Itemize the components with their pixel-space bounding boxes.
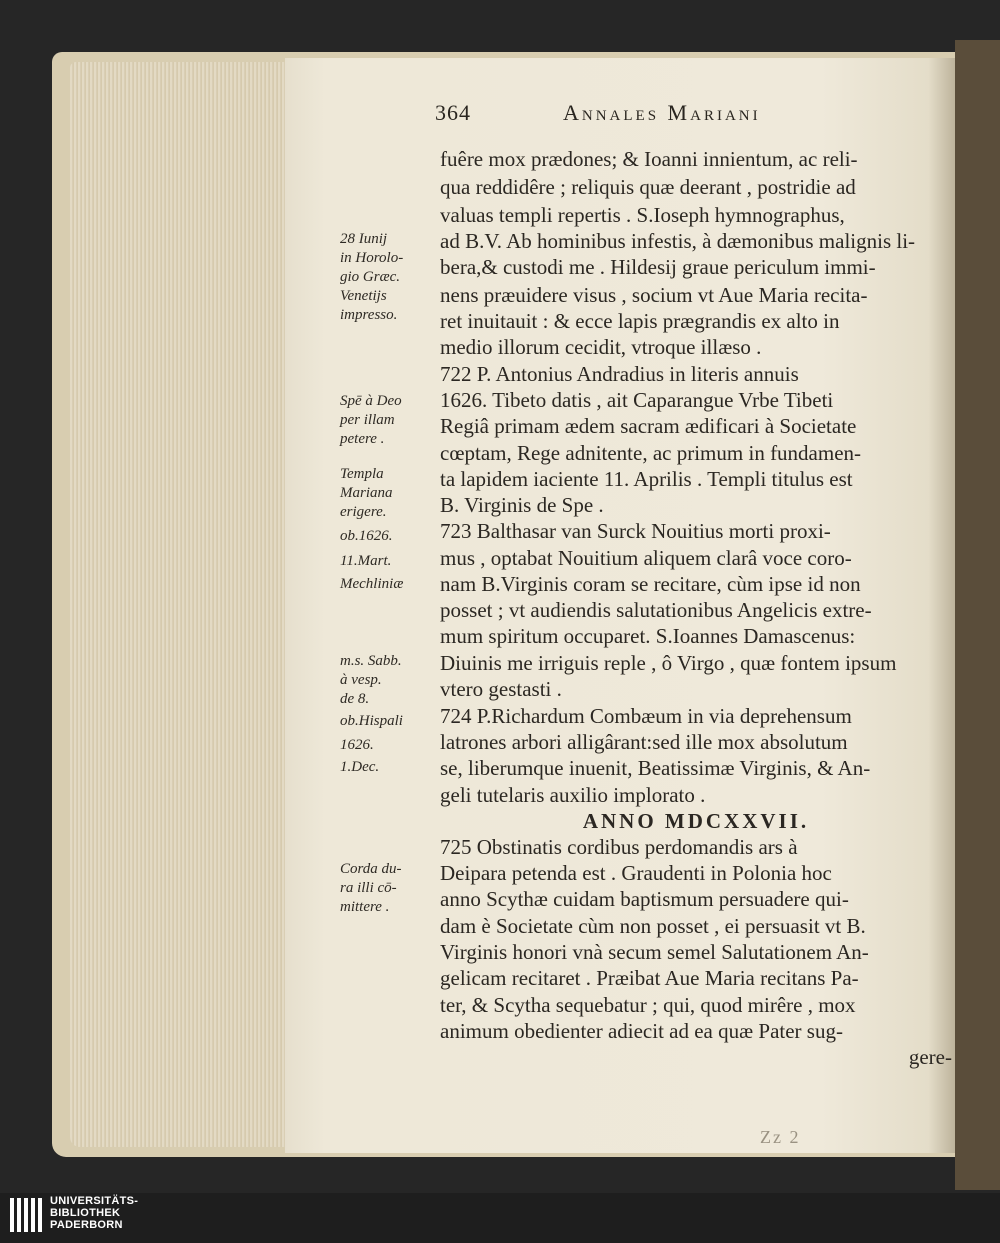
text-line: nam B.Virginis coram se recitare, cùm ipse id non xyxy=(440,572,861,596)
margin-note: à vesp. xyxy=(340,672,382,688)
library-name xyxy=(50,1195,138,1231)
text-line: 722 P. Antonius Andradius in literis annuis xyxy=(440,362,799,386)
text-line: se, liberumque inuenit, Beatissimæ Virginis, & An- xyxy=(440,756,871,780)
margin-note: 28 Iunij xyxy=(340,231,388,247)
margin-note: ob.Hispali xyxy=(340,713,403,729)
margin-note: impresso. xyxy=(340,307,398,323)
margin-note: Mariana xyxy=(340,485,393,501)
margin-note: de 8. xyxy=(340,691,370,707)
text-line: ta lapidem iaciente 11. Aprilis . Templi titulus est xyxy=(440,467,853,491)
margin-note: 1626. xyxy=(340,737,374,753)
text-line: nens præuidere visus , socium vt Aue Maria recita- xyxy=(440,283,868,307)
text-line: geli tutelaris auxilio implorato . xyxy=(440,783,706,807)
text-line: ad B.V. Ab hominibus infestis, à dæmonibus malignis li- xyxy=(440,229,916,253)
signature-mark: Zz 2 xyxy=(760,1127,801,1147)
margin-note: ob.1626. xyxy=(340,528,393,544)
margin-note: 1.Dec. xyxy=(340,759,380,775)
text-line: ter, & Scytha sequebatur ; qui, quod mirêre , mox xyxy=(440,993,856,1017)
library-name-line: UNIVERSITÄTS- xyxy=(50,1195,139,1207)
text-line: fuêre mox prædones; & Ioanni innientum, ac reli- xyxy=(440,147,858,171)
text-line: qua reddidêre ; reliquis quæ deerant , postridie ad xyxy=(440,175,856,199)
text-line: mum spiritum occuparet. S.Ioannes Damascenus: xyxy=(440,624,856,648)
margin-note: Venetijs xyxy=(340,288,387,304)
margin-note: ra illi cō- xyxy=(340,880,397,896)
text-line: 1626. Tibeto datis , ait Caparangue Vrbe Tibeti xyxy=(440,388,834,412)
margin-note: erigere. xyxy=(340,504,387,520)
text-line: anno Scythæ cuidam baptismum persuadere qui- xyxy=(440,887,849,911)
text-line: cœptam, Rege adnitente, ac primum in fundamen- xyxy=(440,441,862,465)
text-line: vtero gestasti . xyxy=(440,677,562,701)
margin-note: Spē à Deo xyxy=(340,393,402,409)
margin-note: mittere . xyxy=(340,899,390,915)
text-line: valuas templi repertis . S.Ioseph hymnographus, xyxy=(440,203,845,227)
page-number: 364 xyxy=(435,100,471,125)
text-line: 725 Obstinatis cordibus perdomandis ars à xyxy=(440,835,798,859)
section-heading: ANNO MDCXXVII. xyxy=(582,809,810,833)
margin-note: petere . xyxy=(340,431,385,447)
margin-note: 11.Mart. xyxy=(340,553,392,569)
text-line: Diuinis me irriguis reple , ô Virgo , quæ fontem ipsum xyxy=(440,651,897,675)
text-line: posset ; vt audiendis salutationibus Angelicis extre- xyxy=(440,598,872,622)
library-logo-icon xyxy=(8,1194,44,1236)
margin-note: m.s. Sabb. xyxy=(340,653,402,669)
margin-note: per illam xyxy=(340,412,395,428)
catchword: gere- xyxy=(908,1045,952,1069)
text-line: ret inuitauit : & ecce lapis prægrandis ex alto in xyxy=(440,309,840,333)
text-line: B. Virginis de Spe . xyxy=(440,493,604,517)
text-line: 724 P.Richardum Combæum in via deprehensum xyxy=(440,704,852,728)
text-line: Virginis honori vnà secum semel Salutationem An- xyxy=(440,940,869,964)
text-line: bera,& custodi me . Hildesij graue periculum immi- xyxy=(440,255,876,279)
text-line: Regiâ primam ædem sacram ædificari à Societate xyxy=(440,414,857,438)
text-line: mus , optabat Nouitium aliquem clarâ voce coro- xyxy=(440,546,852,570)
text-line: 723 Balthasar van Surck Nouitius morti proxi- xyxy=(440,519,831,543)
margin-note: in Horolo- xyxy=(340,250,404,266)
running-title: Annales Mariani xyxy=(563,100,761,125)
text-line: gelicam recitaret . Præibat Aue Maria recitans Pa- xyxy=(440,966,859,990)
text-line: Deipara petenda est . Graudenti in Polonia hoc xyxy=(440,861,832,885)
margin-note: Corda du- xyxy=(340,861,402,877)
text-line: medio illorum cecidit, vtroque illæso . xyxy=(440,335,762,359)
book-cover-edge xyxy=(955,40,1000,1190)
margin-note: gio Græc. xyxy=(340,269,400,285)
text-line: latrones arbori alligârant:sed ille mox absolutum xyxy=(440,730,848,754)
footer-bar xyxy=(0,1193,1000,1243)
margin-note: Templa xyxy=(340,466,384,482)
page-edges xyxy=(70,62,285,1147)
margin-note: Mechliniæ xyxy=(340,576,404,592)
page-header xyxy=(435,100,955,132)
library-name-line: PADERBORN xyxy=(50,1219,123,1231)
text-line: animum obedienter adiecit ad ea quæ Pater sug- xyxy=(440,1019,843,1043)
library-name-line: BIBLIOTHEK xyxy=(50,1207,121,1219)
text-line: dam è Societate cùm non posset , ei persuasit vt B. xyxy=(440,914,866,938)
